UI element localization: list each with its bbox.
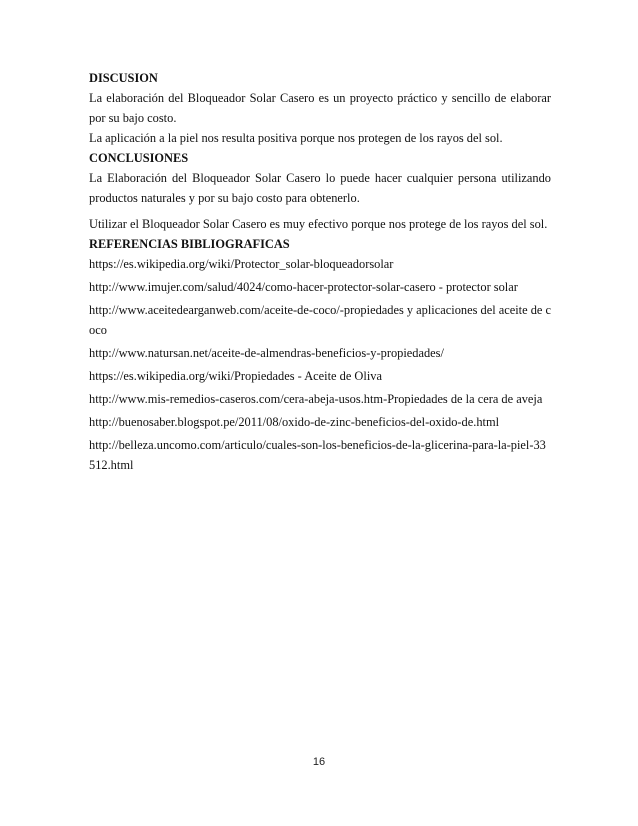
- discussion-paragraph-2: La aplicación a la piel nos resulta positiva porque nos protegen de los rayos del sol.: [89, 131, 503, 145]
- reference-item-3: http://www.aceitedearganweb.com/aceite-de-coco/-propiedades y aplicaciones del aceite de coco: [89, 303, 552, 337]
- discussion-paragraph-1: La elaboración del Bloqueador Solar Casero es un proyecto práctico y sencillo de elaborar por su bajo costo.: [89, 91, 551, 125]
- discussion-heading: DISCUSION: [89, 71, 158, 85]
- reference-item-1: https://es.wikipedia.org/wiki/Protector_solar-bloqueadorsolar: [89, 257, 394, 271]
- reference-item-2: http://www.imujer.com/salud/4024/como-hacer-protector-solar-casero - protector solar: [89, 280, 518, 294]
- conclusions-paragraph-2: Utilizar el Bloqueador Solar Casero es muy efectivo porque nos protege de los rayos del sol.: [89, 217, 548, 231]
- reference-item-8: http://belleza.uncomo.com/articulo/cuales-son-los-beneficios-de-la-glicerina-para-la-piel-33512.html: [89, 438, 546, 472]
- references-heading: REFERENCIAS BIBLIOGRAFICAS: [89, 237, 290, 251]
- page-number: 16: [312, 756, 326, 768]
- conclusions-paragraph-1: La Elaboración del Bloqueador Solar Casero lo puede hacer cualquier persona utilizando productos naturales y por su bajo costo para obtenerlo.: [89, 171, 551, 205]
- reference-item-6: http://www.mis-remedios-caseros.com/cera-abeja-usos.htm-Propiedades de la cera de aveja: [89, 392, 543, 406]
- reference-item-7: http://buenosaber.blogspot.pe/2011/08/oxido-de-zinc-beneficios-del-oxido-de.html: [89, 415, 500, 429]
- reference-item-4: http://www.natursan.net/aceite-de-almendras-beneficios-y-propiedades/: [89, 346, 444, 360]
- page-content: [89, 68, 551, 478]
- reference-item-5: https://es.wikipedia.org/wiki/Propiedades - Aceite de Oliva: [89, 369, 382, 383]
- references-list: [89, 254, 551, 475]
- conclusions-heading: CONCLUSIONES: [89, 151, 189, 165]
